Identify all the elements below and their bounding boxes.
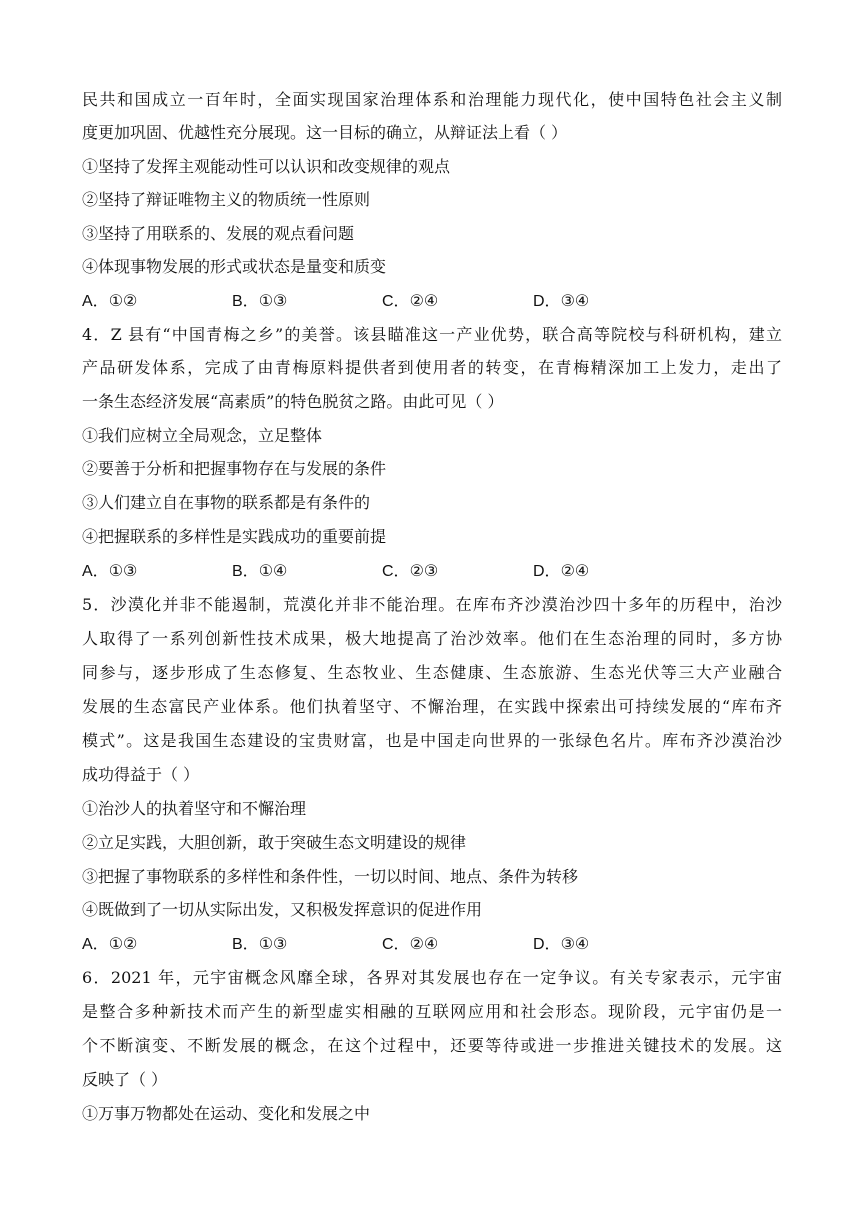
option-value: ③④ xyxy=(560,934,590,953)
q4-option-c xyxy=(382,560,438,583)
q5-option-a xyxy=(82,933,137,956)
q4-stem-line-2: 产品研发体系，完成了由青梅原料提供者到使用者的转变，在青梅精深加工上发力，走出了 xyxy=(82,358,782,377)
option-value: ②③ xyxy=(409,561,439,580)
q5-stem-line-3: 同参与，逐步形成了生态修复、生态牧业、生态健康、生态旅游、生态光伏等三大产业融合 xyxy=(82,663,782,682)
q3-stem-line-2: 度更加巩固、优越性充分展现。这一目标的确立，从辩证法上看（ ） xyxy=(82,123,568,142)
q6-stem-line-4: 反映了（ ） xyxy=(82,1070,168,1089)
q3-option-b xyxy=(232,290,287,313)
q3-option-a xyxy=(82,290,137,313)
option-letter: A． xyxy=(82,936,109,953)
option-value: ①③ xyxy=(258,291,288,310)
option-value: ①③ xyxy=(108,561,138,580)
q5-option-d xyxy=(533,933,589,956)
option-letter: C． xyxy=(382,563,410,580)
option-value: ②④ xyxy=(560,561,590,580)
q5-statement-4: ④既做到了一切从实际出发，又积极发挥意识的促进作用 xyxy=(82,900,483,919)
q4-option-d xyxy=(533,560,589,583)
option-value: ①② xyxy=(108,291,138,310)
option-letter: C． xyxy=(382,936,410,953)
q4-statement-1: ①我们应树立全局观念，立足整体 xyxy=(82,426,323,445)
option-letter: D． xyxy=(533,293,561,310)
q6-stem-line-1: 6．2021 年，元宇宙概念风靡全球，各界对其发展也存在一定争议。有关专家表示，元宇宙 xyxy=(82,968,782,987)
q5-stem-line-5: 模式”。这是我国生态建设的宝贵财富，也是中国走向世界的一张绿色名片。库布齐沙漠治沙 xyxy=(82,731,782,750)
q5-stem-line-2: 人取得了一系列创新性技术成果，极大地提高了治沙效率。他们在生态治理的同时，多方协 xyxy=(82,629,782,648)
q5-option-b xyxy=(232,933,287,956)
option-value: ②④ xyxy=(409,291,439,310)
q4-stem-line-3: 一条生态经济发展“高素质”的特色脱贫之路。由此可见（ ） xyxy=(82,392,504,411)
q3-statement-3: ③坚持了用联系的、发展的观点看问题 xyxy=(82,224,355,243)
q5-statement-2: ②立足实践，大胆创新，敢于突破生态文明建设的规律 xyxy=(82,833,467,852)
q3-statement-4: ④体现事物发展的形式或状态是量变和质变 xyxy=(82,257,387,276)
q5-options xyxy=(82,933,782,955)
option-letter: B． xyxy=(232,563,259,580)
q6-stem-line-2: 是整合多种新技术而产生的新型虚实相融的互联网应用和社会形态。现阶段，元宇宙仍是一 xyxy=(82,1002,782,1021)
option-value: ①④ xyxy=(258,561,288,580)
option-value: ②④ xyxy=(409,934,439,953)
q5-stem-line-4: 发展的生态富民产业体系。他们执着坚守、不懈治理，在实践中探索出可持续发展的“库布齐 xyxy=(82,697,782,716)
option-value: ①② xyxy=(108,934,138,953)
q6-statement-1: ①万事万物都处在运动、变化和发展之中 xyxy=(82,1104,371,1123)
q5-statement-1: ①治沙人的执着坚守和不懈治理 xyxy=(82,799,307,818)
q3-option-c xyxy=(382,290,438,313)
q3-statement-1: ①坚持了发挥主观能动性可以认识和改变规律的观点 xyxy=(82,157,451,176)
q5-statement-3: ③把握了事物联系的多样性和条件性，一切以时间、地点、条件为转移 xyxy=(82,867,579,886)
option-letter: D． xyxy=(533,936,561,953)
q4-statement-4: ④把握联系的多样性是实践成功的重要前提 xyxy=(82,527,387,546)
q4-options xyxy=(82,560,782,582)
q4-statement-2: ②要善于分析和把握事物存在与发展的条件 xyxy=(82,459,387,478)
option-letter: C． xyxy=(382,293,410,310)
q4-option-a xyxy=(82,560,137,583)
option-letter: B． xyxy=(232,936,259,953)
option-value: ①③ xyxy=(258,934,288,953)
option-value: ③④ xyxy=(560,291,590,310)
option-letter: B． xyxy=(232,293,259,310)
q3-option-d xyxy=(533,290,589,313)
q4-statement-3: ③人们建立自在事物的联系都是有条件的 xyxy=(82,493,371,512)
q4-stem-line-1: 4．Z 县有“中国青梅之乡”的美誉。该县瞄准这一产业优势，联合高等院校与科研机构，建立 xyxy=(82,325,782,344)
q3-statement-2: ②坚持了辩证唯物主义的物质统一性原则 xyxy=(82,190,371,209)
q5-option-c xyxy=(382,933,438,956)
option-letter: D． xyxy=(533,563,561,580)
q3-stem-line-1: 民共和国成立一百年时，全面实现国家治理体系和治理能力现代化，使中国特色社会主义制 xyxy=(82,90,782,109)
q4-option-b xyxy=(232,560,287,583)
q5-stem-line-6: 成功得益于（ ） xyxy=(82,765,200,784)
q6-stem-line-3: 个不断演变、不断发展的概念，在这个过程中，还要等待或进一步推进关键技术的发展。这 xyxy=(82,1036,782,1055)
option-letter: A． xyxy=(82,293,109,310)
q5-stem-line-1: 5．沙漠化并非不能遏制，荒漠化并非不能治理。在库布齐沙漠治沙四十多年的历程中，治沙 xyxy=(82,595,782,614)
q3-options xyxy=(82,290,782,312)
option-letter: A． xyxy=(82,563,109,580)
